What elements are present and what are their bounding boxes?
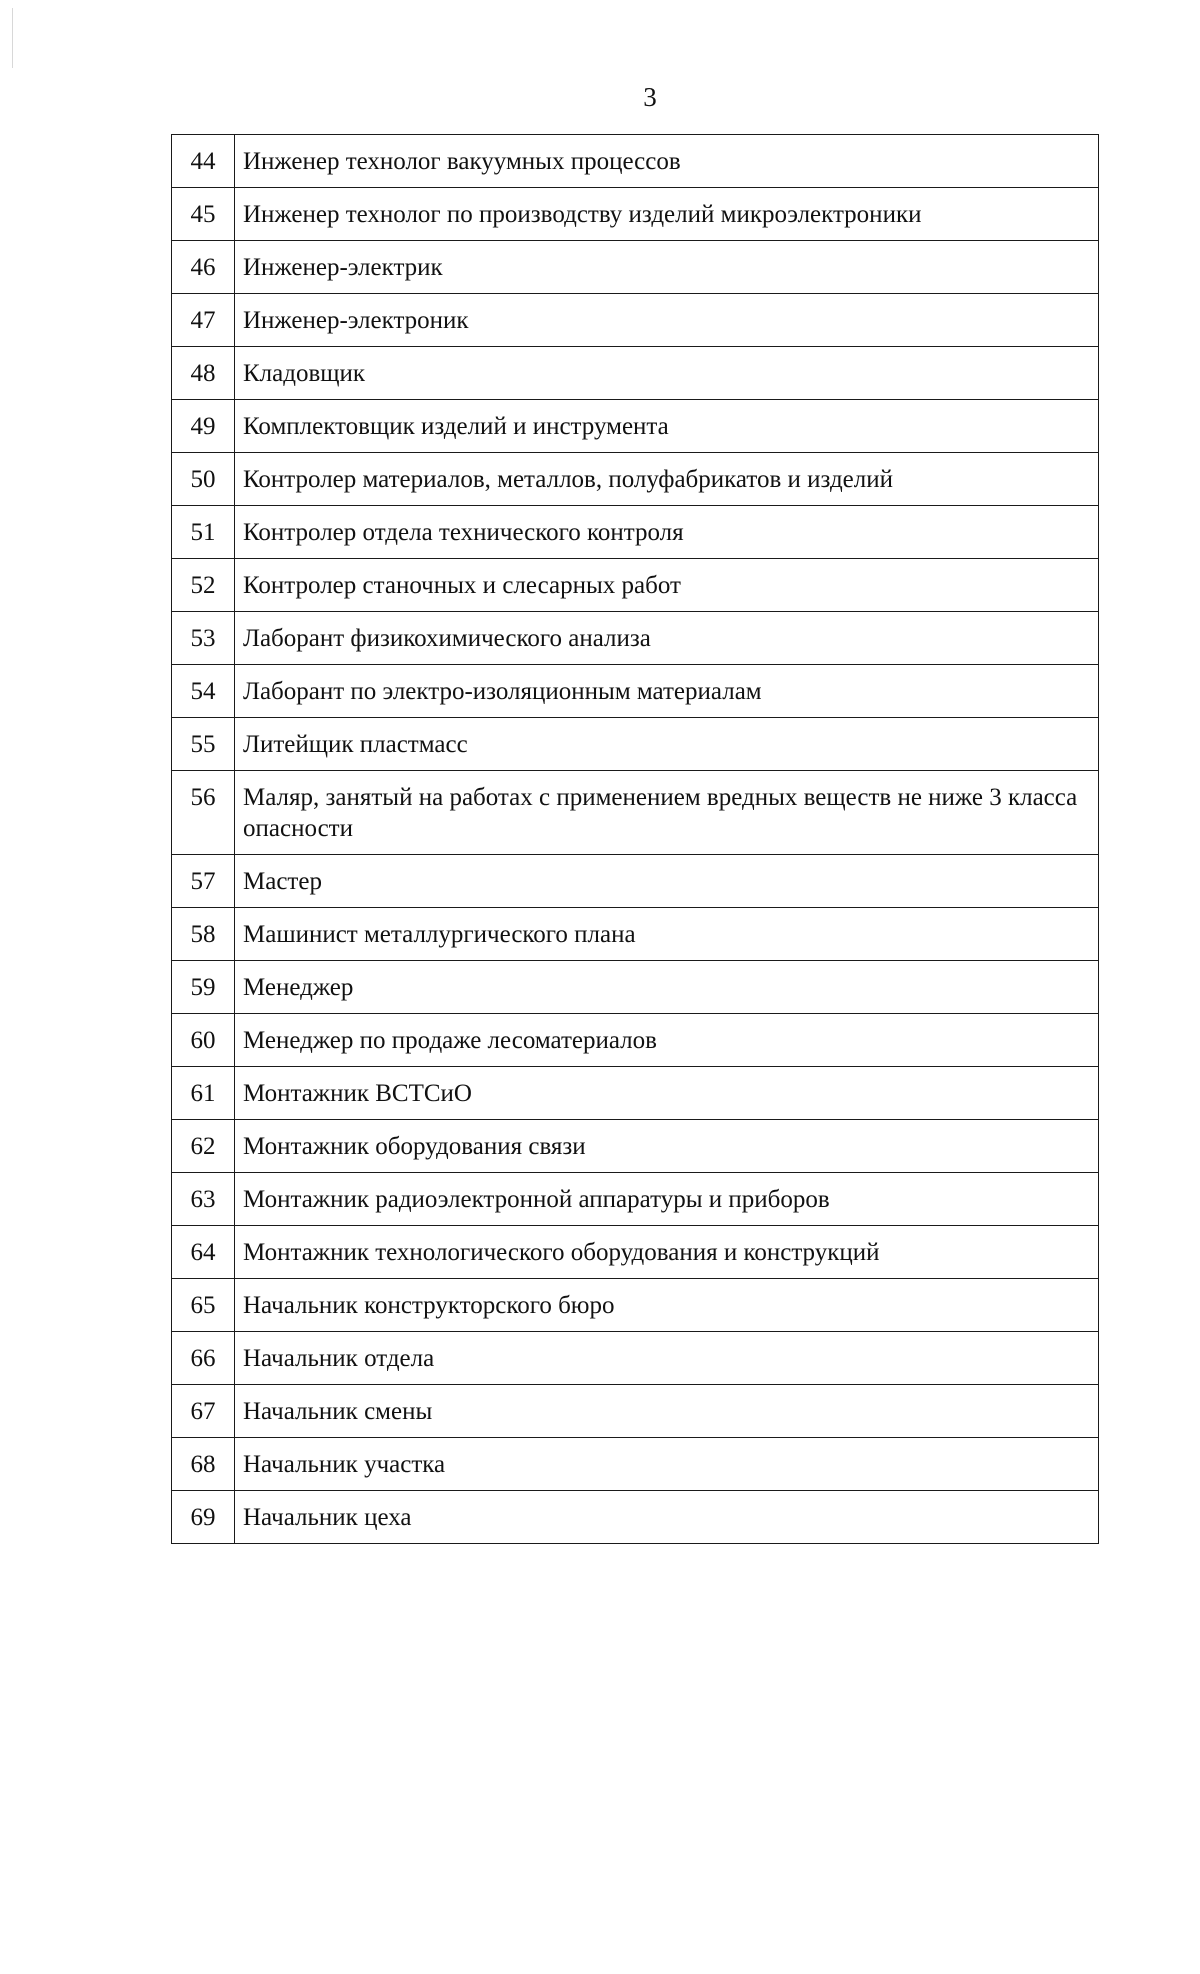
row-number: 58 xyxy=(172,908,235,961)
table-row xyxy=(172,665,1099,718)
profession-name: Начальник конструкторского бюро xyxy=(235,1279,1099,1332)
table-row xyxy=(172,1385,1099,1438)
table-row xyxy=(172,294,1099,347)
profession-name: Инженер технолог вакуумных процессов xyxy=(235,135,1099,188)
profession-name: Комплектовщик изделий и инструмента xyxy=(235,400,1099,453)
profession-name: Контролер станочных и слесарных работ xyxy=(235,559,1099,612)
table-row xyxy=(172,1173,1099,1226)
row-number: 47 xyxy=(172,294,235,347)
row-number: 53 xyxy=(172,612,235,665)
profession-name: Менеджер по продаже лесоматериалов xyxy=(235,1014,1099,1067)
table-row xyxy=(172,1279,1099,1332)
profession-name: Маляр, занятый на работах с применением вредных веществ не ниже 3 класса опасности xyxy=(235,771,1099,855)
profession-name: Монтажник радиоэлектронной аппаратуры и приборов xyxy=(235,1173,1099,1226)
scan-edge-mark xyxy=(12,8,13,68)
table-row xyxy=(172,1332,1099,1385)
row-number: 63 xyxy=(172,1173,235,1226)
profession-name: Машинист металлургического плана xyxy=(235,908,1099,961)
row-number: 52 xyxy=(172,559,235,612)
row-number: 60 xyxy=(172,1014,235,1067)
row-number: 68 xyxy=(172,1438,235,1491)
profession-name: Мастер xyxy=(235,855,1099,908)
table-row xyxy=(172,771,1099,855)
profession-name: Контролер материалов, металлов, полуфабрикатов и изделий xyxy=(235,453,1099,506)
row-number: 57 xyxy=(172,855,235,908)
row-number: 66 xyxy=(172,1332,235,1385)
table-row xyxy=(172,453,1099,506)
profession-name: Кладовщик xyxy=(235,347,1099,400)
row-number: 54 xyxy=(172,665,235,718)
row-number: 46 xyxy=(172,241,235,294)
table-body xyxy=(172,135,1099,1544)
row-number: 49 xyxy=(172,400,235,453)
profession-name: Инженер-электроник xyxy=(235,294,1099,347)
table-row xyxy=(172,347,1099,400)
profession-name: Лаборант по электро-изоляционным материалам xyxy=(235,665,1099,718)
table-row xyxy=(172,718,1099,771)
table-row xyxy=(172,400,1099,453)
table-row xyxy=(172,188,1099,241)
row-number: 56 xyxy=(172,771,235,855)
row-number: 50 xyxy=(172,453,235,506)
row-number: 55 xyxy=(172,718,235,771)
row-number: 48 xyxy=(172,347,235,400)
table-row xyxy=(172,961,1099,1014)
profession-name: Начальник участка xyxy=(235,1438,1099,1491)
profession-name: Монтажник ВСТСиО xyxy=(235,1067,1099,1120)
table-row xyxy=(172,1491,1099,1544)
table-row xyxy=(172,855,1099,908)
profession-list-table xyxy=(171,134,1099,1544)
table-row xyxy=(172,241,1099,294)
page-number: 3 xyxy=(643,82,657,112)
table-row xyxy=(172,1226,1099,1279)
row-number: 64 xyxy=(172,1226,235,1279)
table-row xyxy=(172,1067,1099,1120)
profession-name: Инженер-электрик xyxy=(235,241,1099,294)
profession-name: Начальник отдела xyxy=(235,1332,1099,1385)
row-number: 44 xyxy=(172,135,235,188)
table-row xyxy=(172,1014,1099,1067)
table-row xyxy=(172,1438,1099,1491)
profession-name: Монтажник технологического оборудования и конструкций xyxy=(235,1226,1099,1279)
profession-name: Менеджер xyxy=(235,961,1099,1014)
profession-name: Начальник смены xyxy=(235,1385,1099,1438)
row-number: 67 xyxy=(172,1385,235,1438)
table-row xyxy=(172,506,1099,559)
row-number: 65 xyxy=(172,1279,235,1332)
profession-name: Литейщик пластмасс xyxy=(235,718,1099,771)
profession-name: Начальник цеха xyxy=(235,1491,1099,1544)
row-number: 62 xyxy=(172,1120,235,1173)
table-row xyxy=(172,559,1099,612)
row-number: 59 xyxy=(172,961,235,1014)
row-number: 61 xyxy=(172,1067,235,1120)
row-number: 45 xyxy=(172,188,235,241)
table-row xyxy=(172,1120,1099,1173)
row-number: 69 xyxy=(172,1491,235,1544)
profession-name: Монтажник оборудования связи xyxy=(235,1120,1099,1173)
profession-name: Контролер отдела технического контроля xyxy=(235,506,1099,559)
table-row xyxy=(172,135,1099,188)
profession-name: Лаборант физикохимического анализа xyxy=(235,612,1099,665)
table-row xyxy=(172,612,1099,665)
row-number: 51 xyxy=(172,506,235,559)
table-row xyxy=(172,908,1099,961)
profession-name: Инженер технолог по производству изделий микроэлектроники xyxy=(235,188,1099,241)
